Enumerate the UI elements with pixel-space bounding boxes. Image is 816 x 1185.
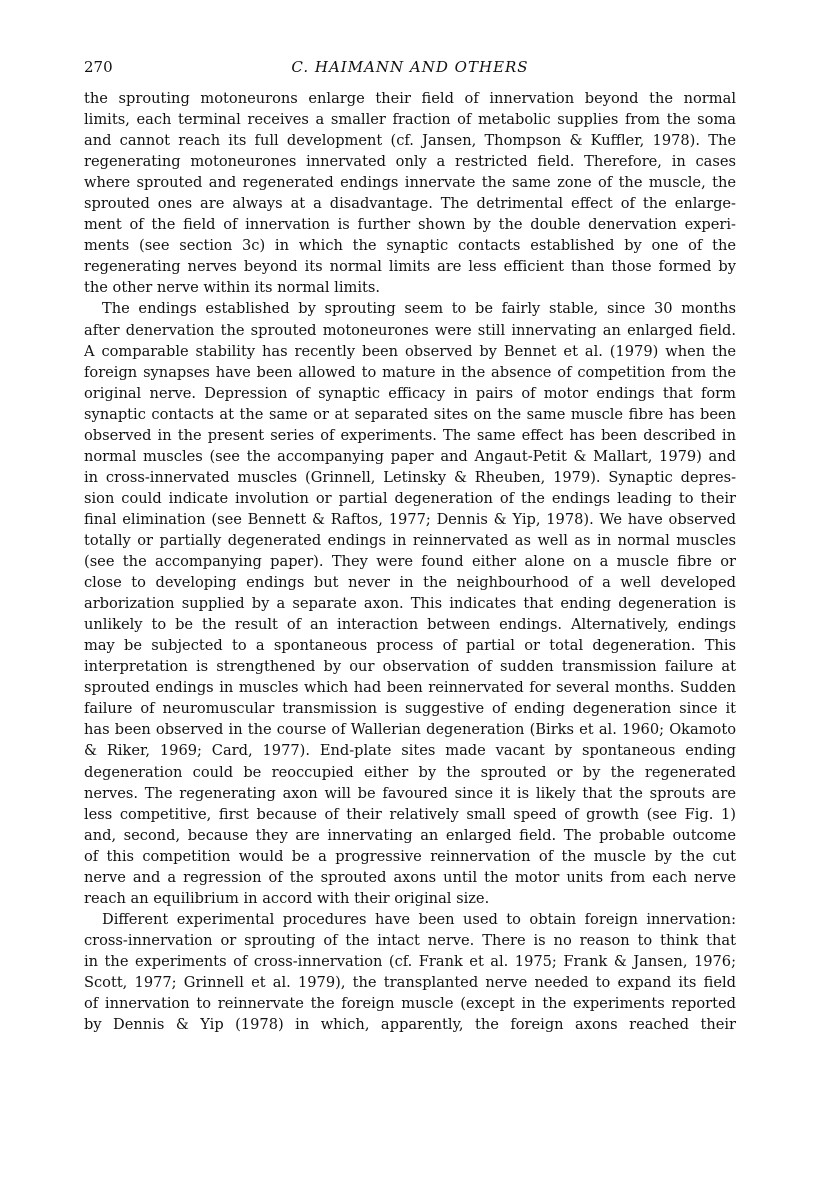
text-line: failure of neuromuscular transmission is suggestive of ending degeneration since it [84, 700, 736, 718]
text-line: close to developing endings but never in the neighbourhood of a well developed [84, 574, 736, 592]
page-header [84, 58, 736, 88]
text-line: (see the accompanying paper). They were found either alone on a muscle fibre or [84, 553, 736, 571]
running-head: C. HAIMANN AND OTHERS [291, 58, 529, 76]
text-line: less competitive, first because of their relatively small speed of growth (see Fig. 1) [84, 805, 736, 823]
body-paragraph [84, 909, 736, 1035]
text-line: arborization supplied by a separate axon. This indicates that ending degeneration is [84, 595, 736, 613]
text-line: ment of the field of innervation is further shown by the double denervation experi- [84, 216, 736, 234]
text-line: Scott, 1977; Grinnell et al. 1979), the transplanted nerve needed to expand its field [84, 973, 736, 991]
text-line: and, second, because they are innervating an enlarged field. The probable outcome [84, 826, 736, 844]
text-line: sion could indicate involution or partial degeneration of the endings leading to their [84, 489, 736, 507]
body-paragraph [84, 88, 736, 298]
text-line: of innervation to reinnervate the foreign muscle (except in the experiments reported [84, 995, 736, 1013]
text-line: after denervation the sprouted motoneurones were still innervating an enlarged field. [84, 321, 736, 339]
text-line: final elimination (see Bennett & Raftos, 1977; Dennis & Yip, 1978). We have observed [84, 510, 736, 528]
text-line: the sprouting motoneurons enlarge their field of innervation beyond the normal [84, 90, 736, 107]
journal-page [84, 58, 736, 1035]
text-line: regenerating motoneurones innervated only a restricted field. Therefore, in cases [84, 153, 736, 171]
body-paragraph [84, 298, 736, 908]
text-line: may be subjected to a spontaneous process of partial or total degeneration. This [84, 637, 736, 655]
text-line: A comparable stability has recently been observed by Bennet et al. (1979) when the [84, 342, 736, 360]
text-line: in the experiments of cross-innervation (cf. Frank et al. 1975; Frank & Jansen, 1976; [84, 952, 736, 970]
text-line: and cannot reach its full development (cf. Jansen, Thompson & Kuffler, 1978). The [84, 132, 736, 150]
text-line: Different experimental procedures have been used to obtain foreign innervation: [102, 910, 736, 928]
text-line: ments (see section 3c) in which the synaptic contacts established by one of the [84, 237, 736, 255]
text-line: foreign synapses have been allowed to mature in the absence of competition from the [84, 363, 736, 381]
text-line: degeneration could be reoccupied either by the sprouted or by the regenerated [84, 763, 736, 781]
text-line: original nerve. Depression of synaptic efficacy in pairs of motor endings that form [84, 384, 736, 402]
text-line: & Riker, 1969; Card, 1977). End-plate sites made vacant by spontaneous ending [84, 742, 736, 760]
text-line: reach an equilibrium in accord with their original size. [84, 889, 490, 907]
text-line: normal muscles (see the accompanying paper and Angaut-Petit & Mallart, 1979) and [84, 447, 736, 465]
text-line: by Dennis & Yip (1978) in which, apparently, the foreign axons reached their [84, 1016, 736, 1034]
text-line: observed in the present series of experiments. The same effect has been described in [84, 426, 736, 444]
text-line: in cross-innervated muscles (Grinnell, Letinsky & Rheuben, 1979). Synaptic depres- [84, 468, 736, 486]
text-line: has been observed in the course of Wallerian degeneration (Birks et al. 1960; Okamoto [84, 721, 736, 739]
text-line: where sprouted and regenerated endings innervate the same zone of the muscle, the [84, 174, 736, 192]
text-line: of this competition would be a progressive reinnervation of the muscle by the cut [84, 847, 736, 865]
text-line: nerve and a regression of the sprouted axons until the motor units from each nerve [84, 868, 736, 886]
text-line: nerves. The regenerating axon will be favoured since it is likely that the sprouts are [84, 784, 736, 802]
text-line: The endings established by sprouting seem to be fairly stable, since 30 months [102, 300, 736, 318]
text-line: regenerating nerves beyond its normal limits are less efficient than those formed by [84, 258, 736, 276]
text-line: the other nerve within its normal limits. [84, 279, 381, 297]
text-line: unlikely to be the result of an interaction between endings. Alternatively, endings [84, 616, 736, 634]
text-line: totally or partially degenerated endings in reinnervated as well as in normal muscles [84, 531, 736, 549]
text-line: cross-innervation or sprouting of the intact nerve. There is no reason to think that [84, 931, 736, 949]
text-line: interpretation is strengthened by our observation of sudden transmission failure at [84, 658, 736, 676]
article-body [84, 88, 736, 1035]
text-line: synaptic contacts at the same or at separated sites on the same muscle fibre has been [84, 405, 736, 423]
text-line: sprouted ones are always at a disadvantage. The detrimental effect of the enlarge- [84, 195, 736, 213]
page-number: 270 [84, 58, 113, 76]
text-line: sprouted endings in muscles which had been reinnervated for several months. Sudden [84, 679, 736, 697]
text-line: limits, each terminal receives a smaller fraction of metabolic supplies from the soma [84, 111, 736, 129]
